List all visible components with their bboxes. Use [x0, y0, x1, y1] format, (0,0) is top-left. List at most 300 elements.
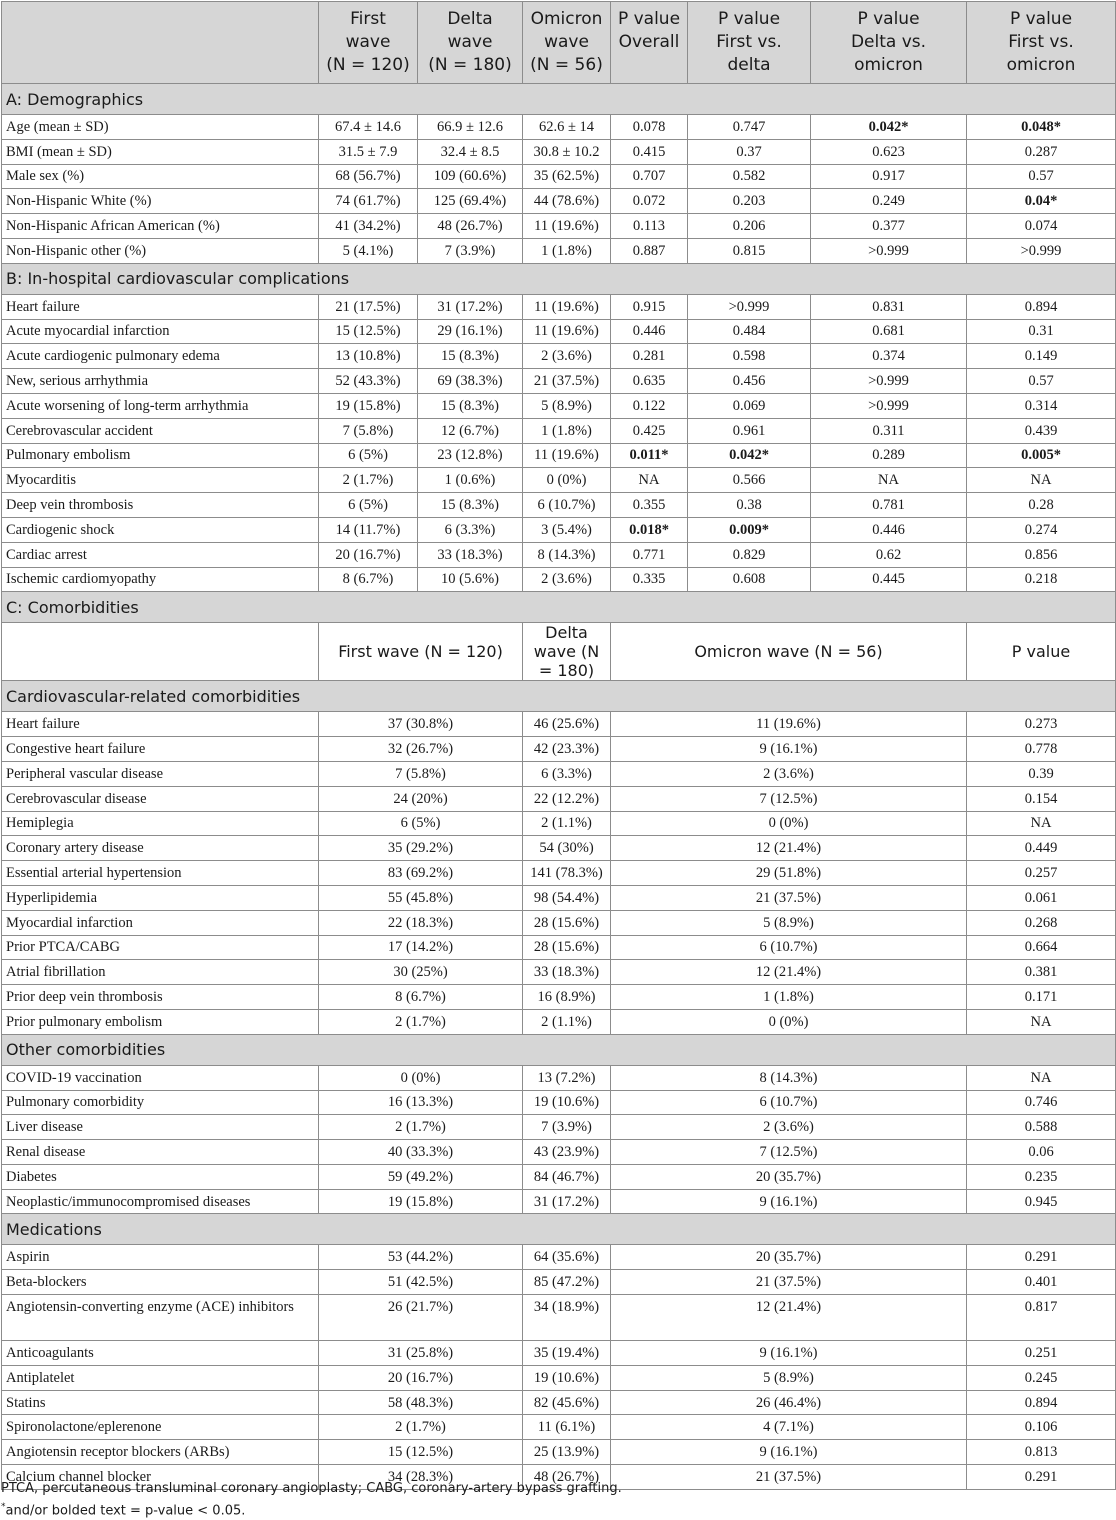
cell-delta: 19 (10.6%) — [523, 1365, 611, 1390]
row-label: Diabetes — [2, 1164, 319, 1189]
cell-p-do: 0.374 — [811, 344, 967, 369]
cell-p: 0.154 — [967, 786, 1116, 811]
cell-first: 2 (1.7%) — [319, 1415, 523, 1440]
cell-delta: 32.4 ± 8.5 — [418, 139, 523, 164]
header-omicron-wave — [523, 2, 611, 84]
cell-first: 51 (42.5%) — [319, 1270, 523, 1295]
header-p-first-delta — [688, 2, 811, 84]
cell-omicron: 6 (10.7%) — [611, 1090, 967, 1115]
cell-first: 53 (44.2%) — [319, 1245, 523, 1270]
cell-p-overall: 0.887 — [611, 238, 688, 263]
cell-omicron: 20 (35.7%) — [611, 1164, 967, 1189]
table-row — [2, 1245, 1116, 1270]
row-label: Heart failure — [2, 712, 319, 737]
row-label: Heart failure — [2, 294, 319, 319]
cell-p-fo: 0.57 — [967, 369, 1116, 394]
cell-omicron: 12 (21.4%) — [611, 836, 967, 861]
cell-omicron: 2 (3.6%) — [611, 761, 967, 786]
cell-p-fd: 0.582 — [688, 164, 811, 189]
table-row — [2, 1390, 1116, 1415]
cell-p: 0.235 — [967, 1164, 1116, 1189]
section-other-comorbidities — [2, 1034, 1116, 1065]
cell-p-do: 0.311 — [811, 418, 967, 443]
table-row — [2, 836, 1116, 861]
row-label: Prior PTCA/CABG — [2, 935, 319, 960]
row-label: Cerebrovascular disease — [2, 786, 319, 811]
cell-p-fo: 0.074 — [967, 214, 1116, 239]
header-first-l2: wave — [345, 32, 391, 52]
cell-p: 0.588 — [967, 1115, 1116, 1140]
cell-first: 35 (29.2%) — [319, 836, 523, 861]
footnote-sig-text: and/or bolded text = p-value < 0.05. — [5, 1503, 246, 1519]
cell-delta: 69 (38.3%) — [418, 369, 523, 394]
cell-first: 59 (49.2%) — [319, 1164, 523, 1189]
cell-p-do: >0.999 — [811, 393, 967, 418]
header-first-wave — [319, 2, 418, 84]
cell-first: 5 (4.1%) — [319, 238, 418, 263]
header-first-l1: First — [350, 9, 386, 29]
cell-p-overall: 0.281 — [611, 344, 688, 369]
table-row — [2, 115, 1116, 140]
cell-delta: 48 (26.7%) — [523, 1465, 611, 1490]
cell-p-fo: 0.048* — [967, 115, 1116, 140]
cell-omicron: 6 (10.7%) — [523, 493, 611, 518]
cell-delta: 15 (8.3%) — [418, 493, 523, 518]
cell-p-fo: 0.149 — [967, 344, 1116, 369]
cell-omicron: 9 (16.1%) — [611, 1440, 967, 1465]
cell-omicron: 6 (10.7%) — [611, 935, 967, 960]
row-label: Acute worsening of long-term arrhythmia — [2, 393, 319, 418]
row-label: Deep vein thrombosis — [2, 493, 319, 518]
cell-p: 0.061 — [967, 885, 1116, 910]
cell-delta: 15 (8.3%) — [418, 393, 523, 418]
table-row — [2, 910, 1116, 935]
cell-p-fo: 0.28 — [967, 493, 1116, 518]
header-p-overall-l2: Overall — [618, 32, 680, 52]
row-label: Cerebrovascular accident — [2, 418, 319, 443]
cell-p: 0.817 — [967, 1295, 1116, 1341]
cell-first: 17 (14.2%) — [319, 935, 523, 960]
cell-omicron: 0 (0%) — [523, 468, 611, 493]
row-label: Ischemic cardiomyopathy — [2, 567, 319, 592]
cell-first: 34 (28.3%) — [319, 1465, 523, 1490]
cell-delta: 16 (8.9%) — [523, 985, 611, 1010]
header-delta-l1: Delta — [447, 9, 493, 29]
cell-delta: 33 (18.3%) — [418, 542, 523, 567]
header-label-cell — [2, 2, 319, 84]
cell-p-do: >0.999 — [811, 238, 967, 263]
row-label: Prior pulmonary embolism — [2, 1009, 319, 1034]
header-p-overall — [611, 2, 688, 84]
cell-first: 15 (12.5%) — [319, 319, 418, 344]
cell-first: 6 (5%) — [319, 443, 418, 468]
cell-p-fd: 0.566 — [688, 468, 811, 493]
cell-delta: 15 (8.3%) — [418, 344, 523, 369]
cell-delta: 31 (17.2%) — [523, 1189, 611, 1214]
section-title: Other comorbidities — [2, 1034, 1116, 1065]
table-row — [2, 1189, 1116, 1214]
row-label: New, serious arrhythmia — [2, 369, 319, 394]
cell-p-fo: 0.57 — [967, 164, 1116, 189]
cell-p-fd: 0.456 — [688, 369, 811, 394]
cell-delta: 31 (17.2%) — [418, 294, 523, 319]
cell-omicron: 30.8 ± 10.2 — [523, 139, 611, 164]
cell-delta: 10 (5.6%) — [418, 567, 523, 592]
row-label: Pulmonary embolism — [2, 443, 319, 468]
table-row — [2, 1090, 1116, 1115]
header-p-fo-l1: P value — [1009, 9, 1073, 29]
cell-p-fd: 0.961 — [688, 418, 811, 443]
row-label: Renal disease — [2, 1140, 319, 1165]
cell-first: 19 (15.8%) — [319, 1189, 523, 1214]
table-row — [2, 344, 1116, 369]
cell-delta: 43 (23.9%) — [523, 1140, 611, 1165]
row-label: Male sex (%) — [2, 164, 319, 189]
cell-omicron: 62.6 ± 14 — [523, 115, 611, 140]
header-delta-l2: wave — [447, 32, 493, 52]
cell-delta: 22 (12.2%) — [523, 786, 611, 811]
cell-p-do: 0.377 — [811, 214, 967, 239]
cell-p-overall: NA — [611, 468, 688, 493]
cell-p-fo: NA — [967, 468, 1116, 493]
table-row — [2, 139, 1116, 164]
cell-omicron: 11 (19.6%) — [523, 443, 611, 468]
cell-p-overall: 0.707 — [611, 164, 688, 189]
cell-omicron: 9 (16.1%) — [611, 1341, 967, 1366]
cell-p-do: 0.042* — [811, 115, 967, 140]
cell-p-do: >0.999 — [811, 369, 967, 394]
cell-p-fd: 0.042* — [688, 443, 811, 468]
table-row — [2, 712, 1116, 737]
cell-omicron: 8 (14.3%) — [523, 542, 611, 567]
cell-delta: 28 (15.6%) — [523, 910, 611, 935]
cell-first: 31 (25.8%) — [319, 1341, 523, 1366]
table-row — [2, 1009, 1116, 1034]
cell-delta: 109 (60.6%) — [418, 164, 523, 189]
cell-first: 8 (6.7%) — [319, 567, 418, 592]
table-row — [2, 418, 1116, 443]
cell-p-overall: 0.011* — [611, 443, 688, 468]
cell-delta: 13 (7.2%) — [523, 1065, 611, 1090]
cell-p-overall: 0.771 — [611, 542, 688, 567]
cell-delta: 66.9 ± 12.6 — [418, 115, 523, 140]
row-label: BMI (mean ± SD) — [2, 139, 319, 164]
subheader-first: First wave (N = 120) — [319, 623, 523, 681]
row-label: Angiotensin receptor blockers (ARBs) — [2, 1440, 319, 1465]
cell-p-fd: 0.829 — [688, 542, 811, 567]
row-label: Liver disease — [2, 1115, 319, 1140]
table-row — [2, 493, 1116, 518]
cell-omicron: 3 (5.4%) — [523, 517, 611, 542]
cell-delta: 64 (35.6%) — [523, 1245, 611, 1270]
cell-p: 0.273 — [967, 712, 1116, 737]
table-row — [2, 567, 1116, 592]
row-label: Aspirin — [2, 1245, 319, 1270]
cell-omicron: 29 (51.8%) — [611, 861, 967, 886]
cell-omicron: 4 (7.1%) — [611, 1415, 967, 1440]
row-label: Non-Hispanic African American (%) — [2, 214, 319, 239]
cell-first: 7 (5.8%) — [319, 761, 523, 786]
cell-first: 68 (56.7%) — [319, 164, 418, 189]
table-row — [2, 1415, 1116, 1440]
row-label: Peripheral vascular disease — [2, 761, 319, 786]
row-label: Myocarditis — [2, 468, 319, 493]
cell-p: NA — [967, 1009, 1116, 1034]
section-cv-comorbidities — [2, 681, 1116, 712]
cell-p-fo: 0.005* — [967, 443, 1116, 468]
header-omicron-l3: (N = 56) — [530, 55, 603, 75]
cell-p: 0.746 — [967, 1090, 1116, 1115]
cell-p: 0.251 — [967, 1341, 1116, 1366]
table-row — [2, 443, 1116, 468]
table-row — [2, 985, 1116, 1010]
row-label: Age (mean ± SD) — [2, 115, 319, 140]
row-label: Coronary artery disease — [2, 836, 319, 861]
cell-p-overall: 0.915 — [611, 294, 688, 319]
cell-p: NA — [967, 811, 1116, 836]
header-p-overall-l1: P value — [617, 9, 681, 29]
cell-delta: 19 (10.6%) — [523, 1090, 611, 1115]
cell-p: 0.39 — [967, 761, 1116, 786]
cell-omicron: 11 (19.6%) — [523, 294, 611, 319]
cell-delta: 54 (30%) — [523, 836, 611, 861]
header-delta-l3: (N = 180) — [428, 55, 512, 75]
table-row — [2, 468, 1116, 493]
cell-omicron: 9 (16.1%) — [611, 737, 967, 762]
footnote-abbreviations: PTCA, percutaneous transluminal coronary angioplasty; CABG, coronary-artery bypass grafting. — [1, 1481, 622, 1496]
cell-p: 0.778 — [967, 737, 1116, 762]
row-label: Atrial fibrillation — [2, 960, 319, 985]
row-label: Acute myocardial infarction — [2, 319, 319, 344]
cell-delta: 6 (3.3%) — [418, 517, 523, 542]
section-demographics — [2, 84, 1116, 115]
cell-first: 30 (25%) — [319, 960, 523, 985]
row-label: Anticoagulants — [2, 1341, 319, 1366]
section-title: Cardiovascular-related comorbidities — [2, 681, 1116, 712]
section-title: C: Comorbidities — [2, 592, 1116, 623]
cell-p-fd: 0.203 — [688, 189, 811, 214]
cell-first: 14 (11.7%) — [319, 517, 418, 542]
cell-first: 2 (1.7%) — [319, 1115, 523, 1140]
cell-delta: 42 (23.3%) — [523, 737, 611, 762]
cell-omicron: 7 (12.5%) — [611, 786, 967, 811]
cell-delta: 125 (69.4%) — [418, 189, 523, 214]
cell-p: 0.171 — [967, 985, 1116, 1010]
header-p-fo-l3: omicron — [1006, 55, 1076, 75]
table-row — [2, 319, 1116, 344]
subheader-omicron: Omicron wave (N = 56) — [611, 623, 967, 681]
cell-omicron: 12 (21.4%) — [611, 1295, 967, 1341]
row-label: Cardiac arrest — [2, 542, 319, 567]
cell-first: 40 (33.3%) — [319, 1140, 523, 1165]
subheader-p: P value — [967, 623, 1116, 681]
row-label: Beta-blockers — [2, 1270, 319, 1295]
table-row — [2, 294, 1116, 319]
cell-omicron: 21 (37.5%) — [611, 1270, 967, 1295]
cell-delta: 23 (12.8%) — [418, 443, 523, 468]
cell-first: 26 (21.7%) — [319, 1295, 523, 1341]
table-row — [2, 1270, 1116, 1295]
cell-p-overall: 0.113 — [611, 214, 688, 239]
cell-omicron: 2 (3.6%) — [523, 567, 611, 592]
table-row — [2, 786, 1116, 811]
cell-p: 0.813 — [967, 1440, 1116, 1465]
cell-first: 2 (1.7%) — [319, 468, 418, 493]
row-label: Non-Hispanic other (%) — [2, 238, 319, 263]
cell-delta: 11 (6.1%) — [523, 1415, 611, 1440]
cell-p-do: 0.831 — [811, 294, 967, 319]
table-row — [2, 1140, 1116, 1165]
cell-omicron: 44 (78.6%) — [523, 189, 611, 214]
cell-p-fo: 0.31 — [967, 319, 1116, 344]
row-label: COVID-19 vaccination — [2, 1065, 319, 1090]
cell-omicron: 26 (46.4%) — [611, 1390, 967, 1415]
row-label: Pulmonary comorbidity — [2, 1090, 319, 1115]
cell-delta: 34 (18.9%) — [523, 1295, 611, 1341]
cell-p-fd: 0.608 — [688, 567, 811, 592]
cell-p: 0.894 — [967, 1390, 1116, 1415]
cell-omicron: 35 (62.5%) — [523, 164, 611, 189]
cell-p-fd: 0.815 — [688, 238, 811, 263]
table-row — [2, 164, 1116, 189]
table-row — [2, 1440, 1116, 1465]
cell-delta: 29 (16.1%) — [418, 319, 523, 344]
cell-p-do: 0.623 — [811, 139, 967, 164]
cell-p: 0.06 — [967, 1140, 1116, 1165]
cell-p-do: 0.917 — [811, 164, 967, 189]
row-label: Antiplatelet — [2, 1365, 319, 1390]
section-comorbidities — [2, 592, 1116, 623]
cell-p-do: 0.62 — [811, 542, 967, 567]
cell-delta: 2 (1.1%) — [523, 811, 611, 836]
cell-first: 24 (20%) — [319, 786, 523, 811]
table-row — [2, 189, 1116, 214]
cell-p: 0.257 — [967, 861, 1116, 886]
header-p-do-l2: Delta vs. — [850, 32, 927, 52]
row-label: Congestive heart failure — [2, 737, 319, 762]
cell-first: 7 (5.8%) — [319, 418, 418, 443]
cell-first: 41 (34.2%) — [319, 214, 418, 239]
table-row — [2, 369, 1116, 394]
cell-first: 21 (17.5%) — [319, 294, 418, 319]
table-row — [2, 861, 1116, 886]
section-medications — [2, 1214, 1116, 1245]
cell-delta: 2 (1.1%) — [523, 1009, 611, 1034]
table-row — [2, 1115, 1116, 1140]
cell-first: 6 (5%) — [319, 811, 523, 836]
header-p-fo-l2: First vs. — [1008, 32, 1074, 52]
table-row — [2, 214, 1116, 239]
cell-p-fd: 0.206 — [688, 214, 811, 239]
row-label: Neoplastic/immunocompromised diseases — [2, 1189, 319, 1214]
row-label: Cardiogenic shock — [2, 517, 319, 542]
table-body — [2, 2, 1116, 1490]
header-p-fd-l2: First vs. — [716, 32, 782, 52]
table-row — [2, 1365, 1116, 1390]
header-omicron-l1: Omicron — [530, 9, 603, 29]
cell-first: 37 (30.8%) — [319, 712, 523, 737]
cell-first: 19 (15.8%) — [319, 393, 418, 418]
cell-delta: 98 (54.4%) — [523, 885, 611, 910]
cell-first: 13 (10.8%) — [319, 344, 418, 369]
row-label: Acute cardiogenic pulmonary edema — [2, 344, 319, 369]
header-p-do-l1: P value — [857, 9, 920, 29]
header-first-l3: (N = 120) — [326, 55, 410, 75]
table-row — [2, 960, 1116, 985]
cell-first: 32 (26.7%) — [319, 737, 523, 762]
cell-p-overall: 0.446 — [611, 319, 688, 344]
cell-p-fo: 0.274 — [967, 517, 1116, 542]
table-row — [2, 935, 1116, 960]
row-label: Spironolactone/eplerenone — [2, 1415, 319, 1440]
cell-p-do: 0.289 — [811, 443, 967, 468]
cell-p-do: 0.445 — [811, 567, 967, 592]
cell-first: 58 (48.3%) — [319, 1390, 523, 1415]
cell-first: 20 (16.7%) — [319, 1365, 523, 1390]
header-delta-wave — [418, 2, 523, 84]
cell-omicron: 5 (8.9%) — [611, 1365, 967, 1390]
cell-omicron: 2 (3.6%) — [523, 344, 611, 369]
cell-p-fd: 0.747 — [688, 115, 811, 140]
cell-p-fo: 0.218 — [967, 567, 1116, 592]
cell-p-fo: 0.894 — [967, 294, 1116, 319]
cell-p-fo: 0.287 — [967, 139, 1116, 164]
cell-first: 8 (6.7%) — [319, 985, 523, 1010]
cell-omicron: 21 (37.5%) — [523, 369, 611, 394]
row-label: Hyperlipidemia — [2, 885, 319, 910]
table-row — [2, 1164, 1116, 1189]
cell-omicron: 21 (37.5%) — [611, 1465, 967, 1490]
cell-omicron: 1 (1.8%) — [611, 985, 967, 1010]
row-label: Angiotensin-converting enzyme (ACE) inhibitors — [2, 1295, 319, 1341]
cell-p-do: 0.446 — [811, 517, 967, 542]
subheader-label — [2, 623, 319, 681]
cell-p-overall: 0.018* — [611, 517, 688, 542]
cell-omicron: 11 (19.6%) — [523, 319, 611, 344]
cell-delta: 82 (45.6%) — [523, 1390, 611, 1415]
table-row — [2, 393, 1116, 418]
cell-p: NA — [967, 1065, 1116, 1090]
cell-p-do: 0.681 — [811, 319, 967, 344]
cell-delta: 48 (26.7%) — [418, 214, 523, 239]
cell-p-overall: 0.078 — [611, 115, 688, 140]
footnote-sig-mark: * — [1, 1502, 6, 1512]
cell-first: 2 (1.7%) — [319, 1009, 523, 1034]
row-label: Hemiplegia — [2, 811, 319, 836]
cell-omicron: 21 (37.5%) — [611, 885, 967, 910]
header-row — [2, 2, 1116, 84]
cell-p: 0.268 — [967, 910, 1116, 935]
cell-first: 15 (12.5%) — [319, 1440, 523, 1465]
cell-omicron: 0 (0%) — [611, 811, 967, 836]
cell-p-fd: 0.069 — [688, 393, 811, 418]
cell-p-overall: 0.072 — [611, 189, 688, 214]
results-table-container — [1, 1, 1115, 1490]
cell-p-fd: 0.38 — [688, 493, 811, 518]
cell-p-do: 0.249 — [811, 189, 967, 214]
cell-omicron: 1 (1.8%) — [523, 418, 611, 443]
cell-first: 22 (18.3%) — [319, 910, 523, 935]
cell-delta: 7 (3.9%) — [418, 238, 523, 263]
cell-omicron: 1 (1.8%) — [523, 238, 611, 263]
cell-omicron: 0 (0%) — [611, 1009, 967, 1034]
cell-delta: 84 (46.7%) — [523, 1164, 611, 1189]
row-label: Myocardial infarction — [2, 910, 319, 935]
results-table — [1, 1, 1116, 1490]
cell-omicron: 11 (19.6%) — [523, 214, 611, 239]
cell-p-fd: 0.598 — [688, 344, 811, 369]
cell-omicron: 20 (35.7%) — [611, 1245, 967, 1270]
